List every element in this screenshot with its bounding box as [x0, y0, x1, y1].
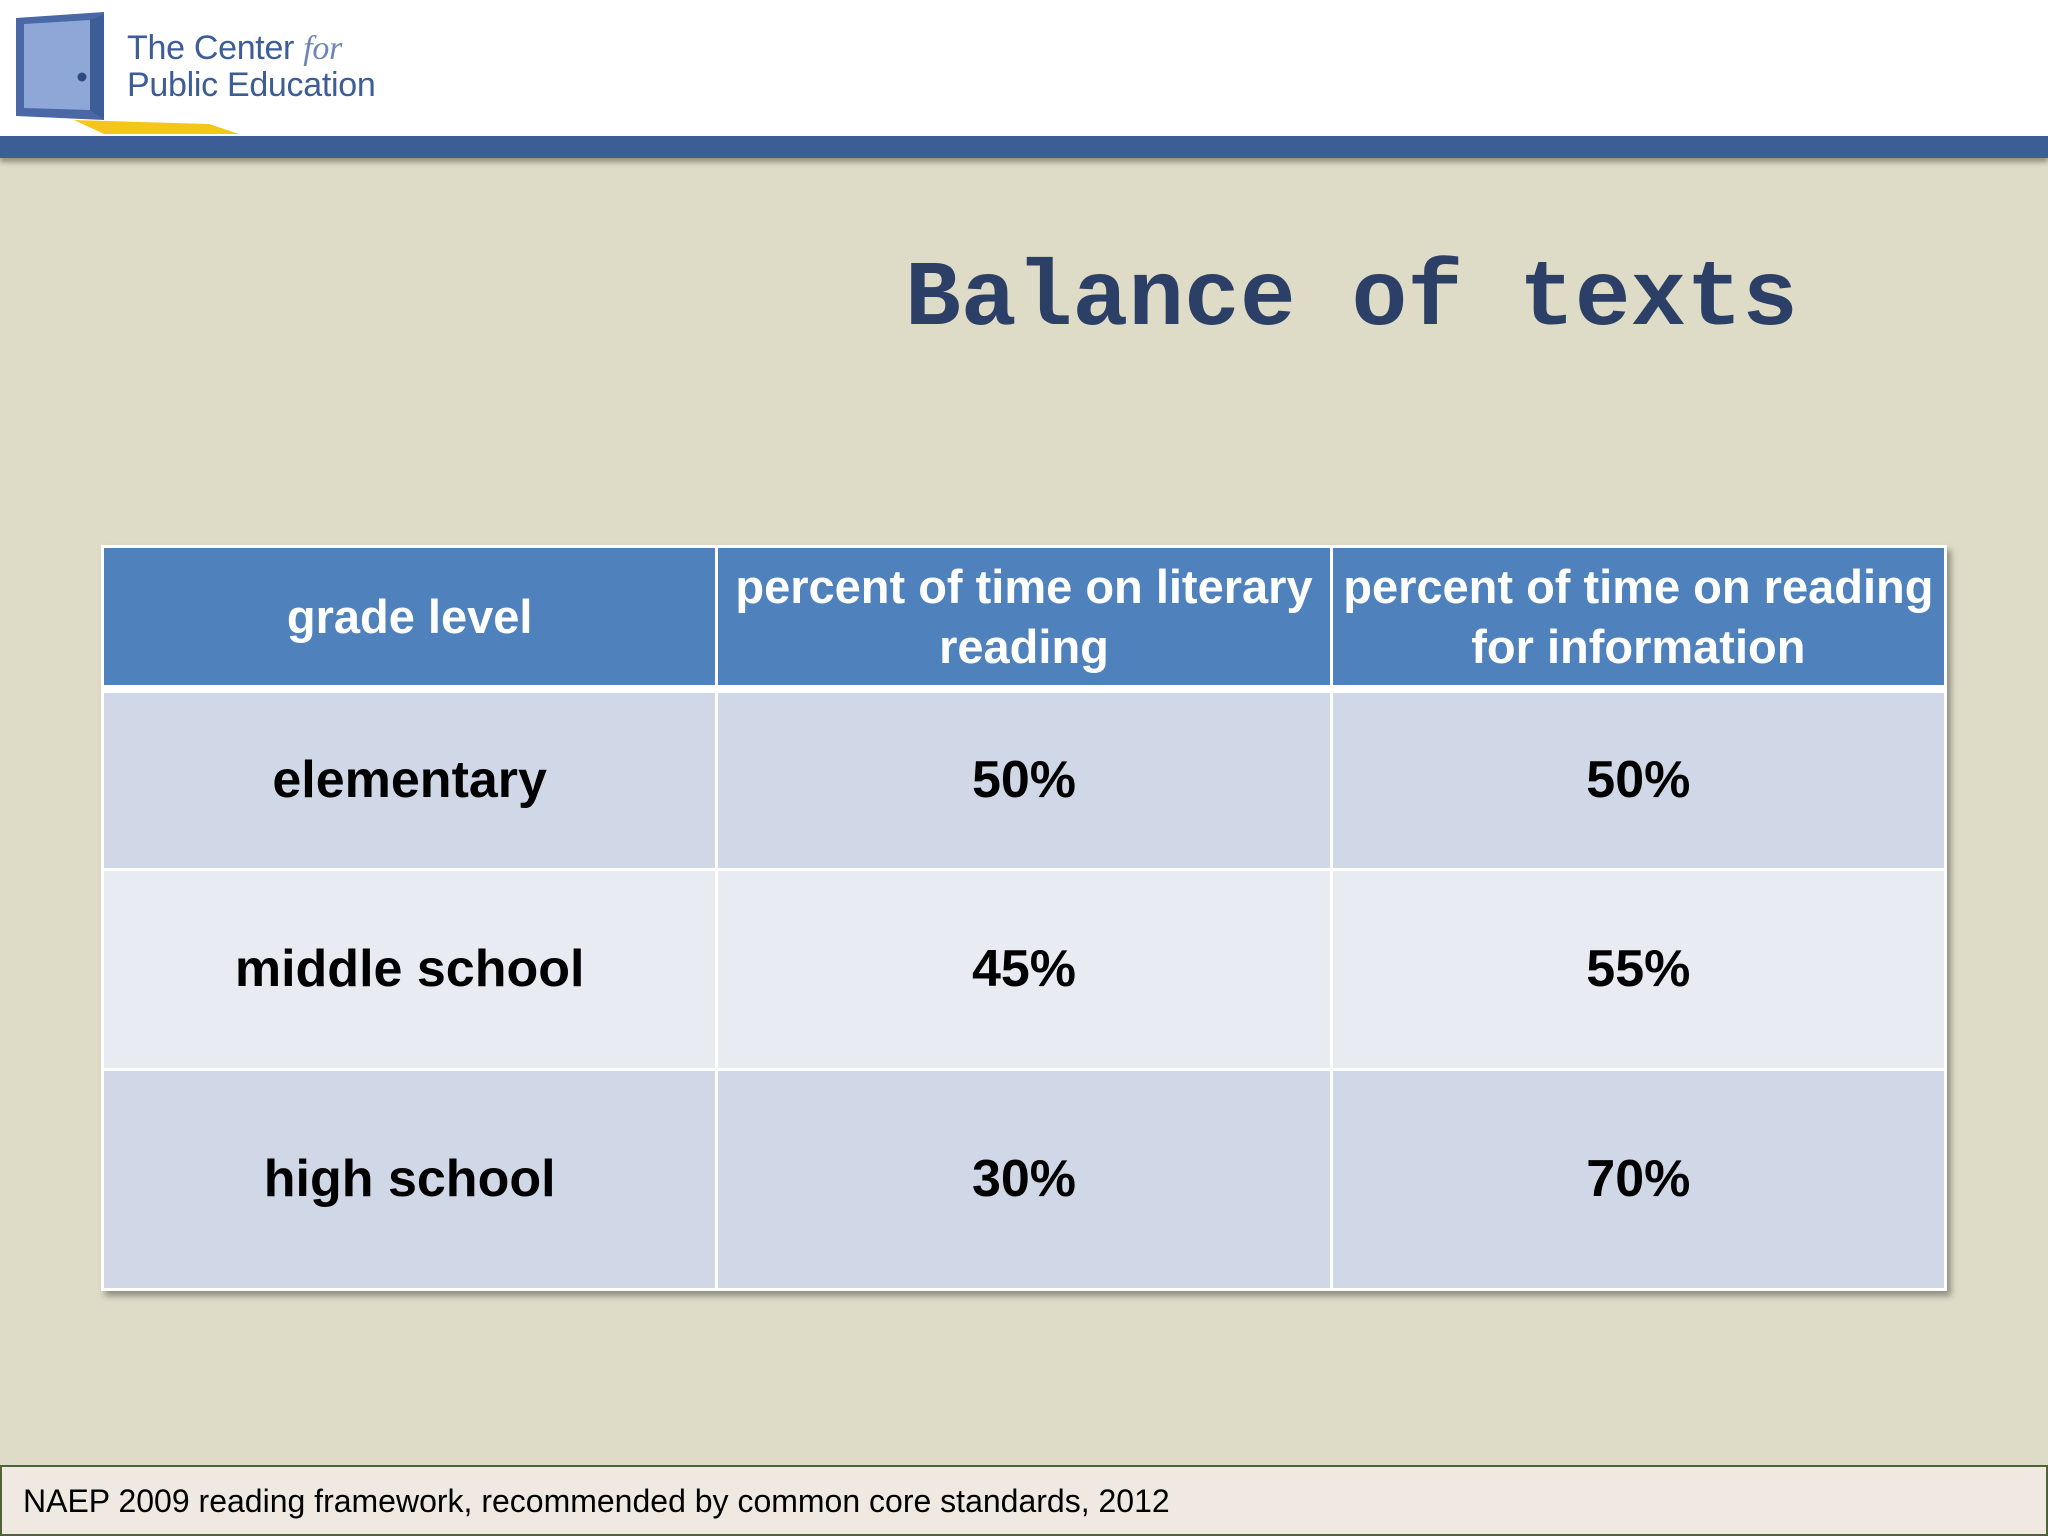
- table-row: [103, 1069, 1946, 1289]
- literary-cell: 50%: [717, 689, 1331, 869]
- literary-cell: 45%: [717, 869, 1331, 1069]
- header-reading-for-information: percent of time on reading for information: [1331, 547, 1945, 690]
- logo-line2: Public Education: [127, 66, 376, 104]
- literary-cell: 30%: [717, 1069, 1331, 1289]
- page-title: Balance of texts: [905, 247, 1798, 352]
- information-cell: 70%: [1331, 1069, 1945, 1289]
- grade-cell: middle school: [103, 869, 717, 1069]
- grade-cell: elementary: [103, 689, 717, 869]
- source-citation-box: [0, 1465, 2048, 1536]
- header-band: [0, 0, 2048, 136]
- grade-cell: high school: [103, 1069, 717, 1289]
- logo-line1: The Center: [127, 29, 295, 67]
- balance-table: [101, 545, 1947, 1291]
- table-row: [103, 869, 1946, 1069]
- table-row: [103, 689, 1946, 869]
- logo: [14, 12, 394, 134]
- header-grade-level: grade level: [103, 547, 717, 690]
- logo-for: for: [303, 30, 343, 67]
- header-divider-bar: [0, 136, 2048, 158]
- information-cell: 50%: [1331, 689, 1945, 869]
- source-citation: NAEP 2009 reading framework, recommended by common core standards, 2012: [23, 1483, 1170, 1519]
- table-header-row: [103, 547, 1946, 690]
- logo-text: [127, 30, 375, 103]
- information-cell: 55%: [1331, 869, 1945, 1069]
- header-literary-reading: percent of time on literary reading: [717, 547, 1331, 690]
